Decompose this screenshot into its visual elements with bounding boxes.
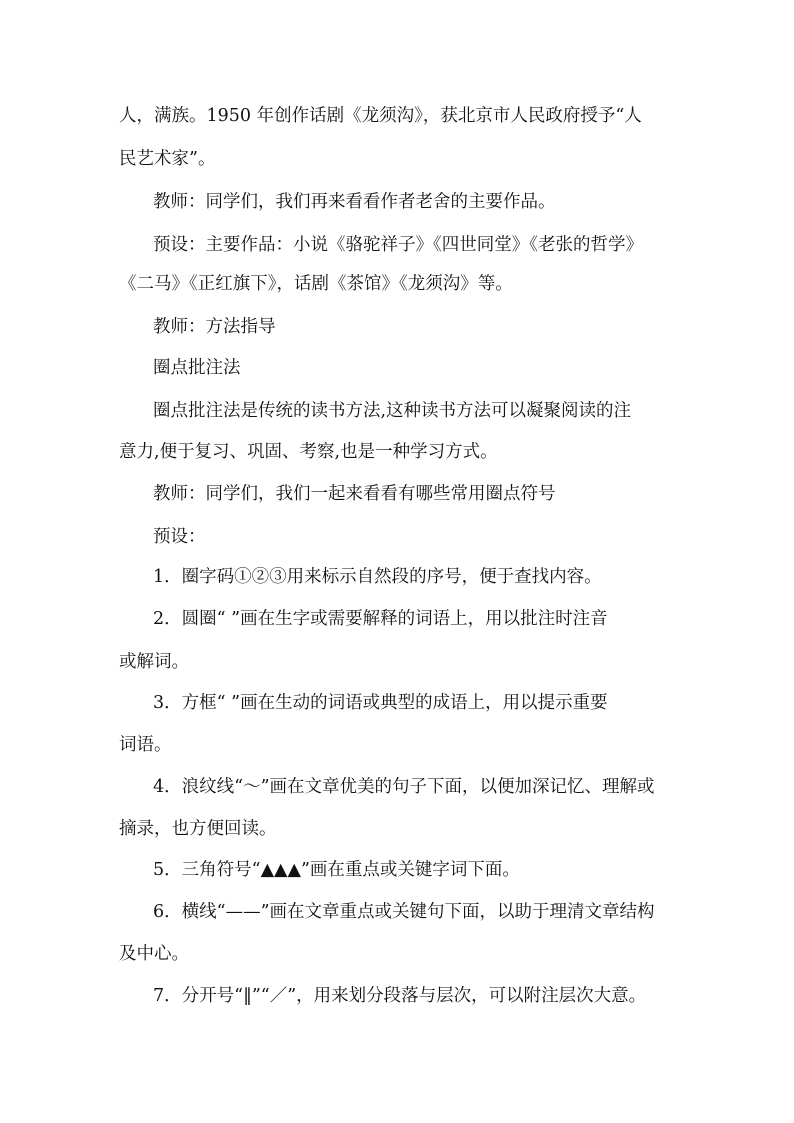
list-item: 5．三角符号“▲▲▲”画在重点或关键字词下面。	[153, 860, 520, 880]
list-item-continuation: 词语。	[119, 735, 172, 755]
body-line: 教师：同学们，我们再来看看作者老舍的主要作品。	[153, 192, 556, 212]
list-item: 3．方框“ ”画在生动的词语或典型的成语上，用以提示重要	[153, 693, 608, 713]
body-line: 教师：同学们，我们一起来看看有哪些常用圈点符号	[153, 484, 556, 504]
list-item: 7．分开号“‖”“／”，用来划分段落与层次，可以附注层次大意。	[153, 986, 647, 1006]
body-line: 意力,便于复习、巩固、考察,也是一种学习方式。	[119, 442, 498, 462]
list-item-continuation: 或解词。	[119, 652, 189, 672]
list-item: 6．横线“——”画在文章重点或关键句下面，以助于理清文章结构	[153, 902, 655, 922]
body-line: 预设：主要作品：小说《骆驼祥子》《四世同堂》《老张的哲学》	[153, 235, 643, 255]
list-item-continuation: 及中心。	[119, 944, 189, 964]
body-line: 人，满族。1950 年创作话剧《龙须沟》，获北京市人民政府授予“人	[119, 106, 642, 126]
body-line: 民艺术家”。	[119, 149, 216, 169]
list-item: 1．圈字码①②③用来标示自然段的序号，便于查找内容。	[153, 567, 602, 587]
body-line: 教师：方法指导	[153, 317, 276, 337]
list-item: 4．浪纹线“～”画在文章优美的句子下面，以便加深记忆、理解或	[153, 777, 655, 797]
list-item-continuation: 摘录，也方便回读。	[119, 819, 277, 839]
body-line: 《二马》《正红旗下》，话剧《茶馆》《龙须沟》等。	[119, 274, 513, 294]
body-line: 圈点批注法	[153, 358, 241, 378]
body-line: 预设：	[153, 527, 206, 547]
list-item: 2．圆圈“ ”画在生字或需要解释的词语上，用以批注时注音	[153, 609, 608, 629]
body-line: 圈点批注法是传统的读书方法,这种读书方法可以凝聚阅读的注	[153, 401, 632, 421]
